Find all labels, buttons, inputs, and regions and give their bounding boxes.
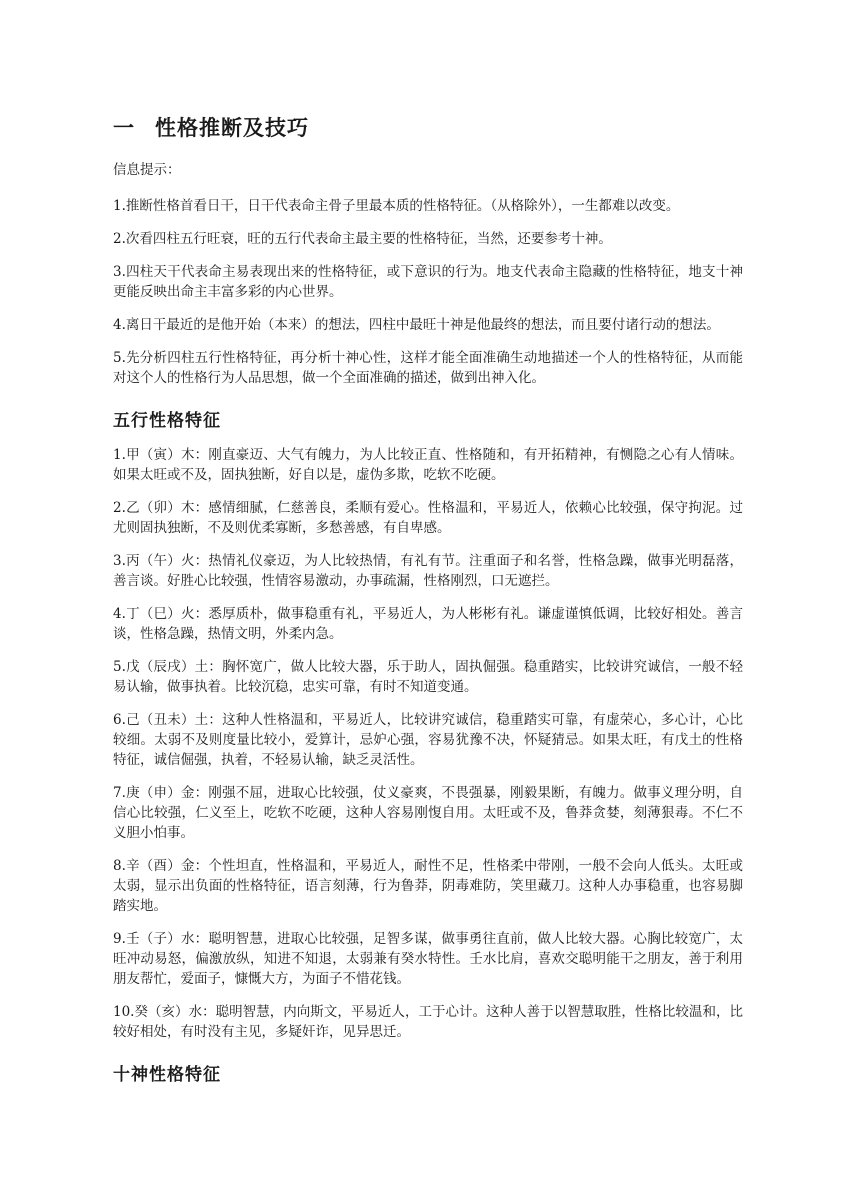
trait-paragraph: 9.壬（子）水：聪明智慧，进取心比较强，足智多谋，做事勇往直前，做人比较大器。心胸比较宽广，太旺冲动易怒，偏激放纵，知进不知退，太弱兼有癸水特性。壬水比肩，喜欢交聪明能干之朋友，善于利用朋友帮忙，爱面子，慷慨大方，为面子不惜花钱。 — [113, 931, 743, 987]
tip-paragraph: 2.次看四柱五行旺衰，旺的五行代表命主最主要的性格特征，当然，还要参考十神。 — [113, 231, 612, 247]
trait-paragraph: 7.庚（申）金：刚强不屈，进取心比较强，仗义豪爽，不畏强暴，刚毅果断，有魄力。做事义理分明，自信心比较强，仁义至上，吃软不吃硬，这种人容易刚愎自用。太旺或不及，鲁莽贪婪，刻薄狠毒。不仁不义胆小怕事。 — [113, 785, 743, 841]
intro-label: 信息提示： — [113, 162, 181, 178]
tip-paragraph: 5.先分析四柱五行性格特征，再分析十神心性，这样才能全面准确生动地描述一个人的性格特征，从而能对这个人的性格行为人品思想，做一个全面准确的描述，做到出神入化。 — [113, 350, 743, 386]
trait-paragraph: 3.丙（午）火：热情礼仪豪迈，为人比较热情，有礼有节。注重面子和名誉，性格急躁，做事光明磊落，善言谈。好胜心比较强，性情容易激动，办事疏漏，性格刚烈，口无遮拦。 — [113, 553, 743, 589]
trait-paragraph: 6.己（丑未）土：这种人性格温和，平易近人，比较讲究诚信，稳重踏实可靠，有虚荣心，多心计，心比较细。太弱不及则度量比较小，爱算计，忌妒心强，容易犹豫不决，怀疑猜忌。如果太旺，有戊土的性格特征，诚信倔强，执着，不轻易认输，缺乏灵活性。 — [113, 712, 743, 768]
tip-paragraph: 1.推断性格首看日干，日干代表命主骨子里最本质的性格特征。（从格除外），一生都难以改变。 — [113, 198, 680, 214]
section-heading-five-elements: 五行性格特征 — [113, 411, 221, 431]
title-number: 一 — [113, 115, 135, 140]
tip-paragraph: 3.四柱天干代表命主易表现出来的性格特征，或下意识的行为。地支代表命主隐藏的性格特征，地支十神更能反映出命主丰富多彩的内心世界。 — [113, 264, 743, 300]
trait-paragraph: 5.戊（辰戌）土：胸怀宽广，做人比较大器，乐于助人，固执倔强。稳重踏实，比较讲究诚信，一般不轻易认输，做事执着。比较沉稳，忠实可靠，有时不知道变通。 — [113, 659, 743, 695]
trait-paragraph: 4.丁（巳）火：悉厚质朴，做事稳重有礼，平易近人，为人彬彬有礼。谦虚谨慎低调，比较好相处。善言谈，性格急躁，热情文明，外柔内急。 — [113, 606, 743, 642]
section-heading-ten-gods: 十神性格特征 — [113, 1065, 221, 1085]
tip-paragraph: 4.离日干最近的是他开始（本来）的想法，四柱中最旺十神是他最终的想法，而且要付诸行动的想法。 — [113, 317, 720, 333]
document-page — [113, 112, 743, 1099]
title-text: 性格推断及技巧 — [155, 115, 309, 140]
document-title — [113, 112, 743, 142]
trait-paragraph: 1.甲（寅）木：刚直豪迈、大气有魄力，为人比较正直、性格随和，有开拓精神，有恻隐之心有人情味。如果太旺或不及，固执独断，好自以是，虚伪多欺，吃软不吃硬。 — [113, 447, 743, 483]
trait-paragraph: 10.癸（亥）水：聪明智慧，内向斯文，平易近人，工于心计。这种人善于以智慧取胜，性格比较温和，比较好相处，有时没有主见，多疑奸诈，见异思迁。 — [113, 1004, 743, 1040]
trait-paragraph: 8.辛（酉）金：个性坦直，性格温和，平易近人，耐性不足，性格柔中带刚，一般不会向人低头。太旺或太弱，显示出负面的性格特征，语言刻薄，行为鲁莽，阴毒难防，笑里藏刀。这种人办事稳重，也容易脚踏实地。 — [113, 858, 743, 914]
trait-paragraph: 2.乙（卯）木：感情细腻，仁慈善良，柔顺有爱心。性格温和，平易近人，依赖心比较强，保守拘泥。过尤则固执独断，不及则优柔寡断，多愁善感，有自卑感。 — [113, 500, 743, 536]
